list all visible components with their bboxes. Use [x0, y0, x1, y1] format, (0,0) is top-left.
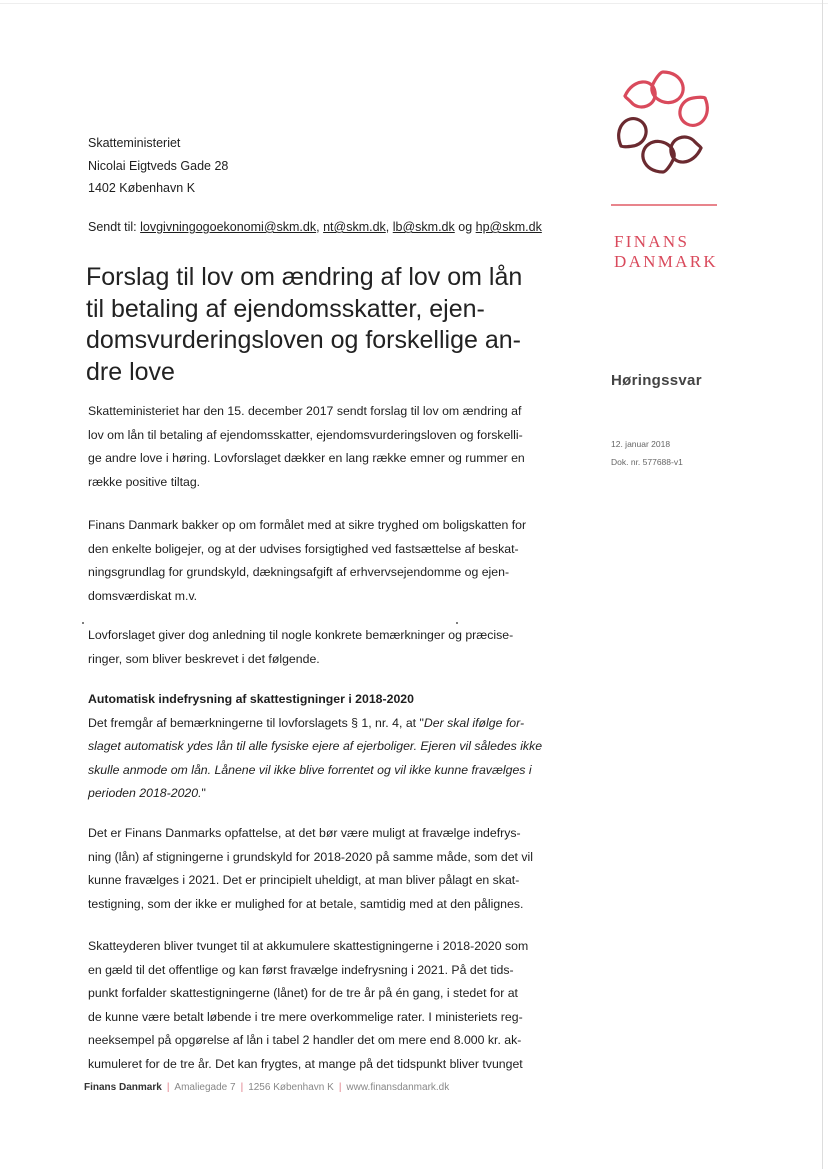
page-footer: [84, 1082, 449, 1093]
body-line: en gæld til det offentlige og kan først fravælge indefrysning i 2021. På det tids-: [88, 962, 514, 977]
body-line: Det er Finans Danmarks opfattelse, at det bør være muligt at fravælge indefrys-: [88, 826, 521, 840]
brand-divider: [611, 204, 717, 206]
email-link-3[interactable]: lb@skm.dk: [392, 220, 455, 234]
body-line: punkt forfalder skattestigningerne (lånet) for de tre år på én gang, i stedet for at: [88, 986, 518, 1000]
body-line: slaget automatisk ydes lån til alle fysiske ejere af ejerboliger. Ejeren vil således ikke: [88, 739, 543, 753]
document-date: 12. januar 2018: [611, 439, 671, 449]
sent-to-line: [88, 220, 542, 234]
paragraph-taxpayer: [88, 935, 568, 1076]
section-automatic-freeze: [88, 688, 568, 806]
title-line: domsvurderingsloven og forskellige an-: [86, 326, 521, 354]
body-line: Skatteyderen bliver tvunget til at akkumulere skattestigningerne i 2018-2020 som: [88, 939, 529, 953]
paragraph-intro: [88, 400, 568, 494]
brand-line-2: DANMARK: [614, 252, 718, 271]
brand-wordmark: [614, 232, 718, 272]
body-line: ge andre love i høring. Lovforslaget dækker en lang række emner og rummer en: [88, 451, 525, 465]
body-line: testigning, som der ikke er mulighed for at betale, samtidig med at den pålignes.: [88, 896, 524, 911]
footer-org: Finans Danmark: [84, 1082, 162, 1093]
scan-speck: [82, 622, 84, 624]
body-line: ning (lån) af stigningerne i grundskyld for 2018-2020 på samme måde, som det vil: [88, 849, 533, 864]
body-line: ningsgrundlag for grundskyld, dækningsafgift af erhvervsejendomme og ejen-: [88, 565, 510, 579]
footer-web[interactable]: www.finansdanmark.dk: [346, 1082, 450, 1093]
document-meta: [611, 435, 683, 471]
page-top-edge: [0, 3, 828, 4]
sent-to-comma-2: ,: [385, 220, 390, 234]
sent-to-label: Sendt til:: [88, 220, 137, 234]
email-link-1[interactable]: lovgivningogoekonomi@skm.dk: [140, 220, 317, 234]
document-title: [86, 262, 556, 388]
footer-separator: |: [166, 1082, 170, 1093]
email-link-4[interactable]: hp@skm.dk: [475, 220, 542, 234]
body-line: perioden 2018-2020.": [88, 786, 206, 800]
body-line: den enkelte boligejer, og at der udvises forsigtighed ved fastsættelse af beskat-: [88, 541, 519, 556]
finans-danmark-logo-icon: [607, 66, 719, 178]
body-line: Finans Danmark bakker op om formålet med at sikre tryghed om boligskatten for: [88, 518, 527, 532]
page-right-edge: [822, 0, 823, 1169]
recipient-name: Skatteministeriet: [88, 136, 181, 150]
document-number: Dok. nr. 577688-v1: [611, 457, 683, 467]
body-line: domsværdiskat m.v.: [88, 588, 198, 603]
title-line: dre love: [86, 357, 175, 386]
body-line: neeksempel på opgørelse af lån i tabel 2 handler det om mere end 8.000 kr. ak-: [88, 1033, 522, 1047]
footer-postal: 1256 København K: [248, 1082, 334, 1093]
body-line: Det fremgår af bemærkningerne til lovforslagets § 1, nr. 4, at "Der skal ifølge for-: [88, 715, 525, 730]
recipient-city: 1402 København K: [88, 181, 196, 195]
section-heading: Automatisk indefrysning af skattestigninger i 2018-2020: [88, 692, 414, 706]
body-line: Lovforslaget giver dog anledning til nogle konkrete bemærkninger og præcise-: [88, 628, 514, 642]
paragraph-support: [88, 514, 568, 608]
body-line: ringer, som bliver beskrevet i det følgende.: [88, 651, 320, 666]
sent-to-and: og: [458, 220, 473, 234]
recipient-address: [88, 132, 228, 200]
footer-separator: |: [240, 1082, 244, 1093]
title-line: Forslag til lov om ændring af lov om lån: [86, 263, 523, 291]
body-line: række positive tiltag.: [88, 474, 201, 489]
email-link-2[interactable]: nt@skm.dk: [323, 220, 386, 234]
body-line: skulle anmode om lån. Lånene vil ikke blive forrentet og vil ikke kunne fravælges i: [88, 762, 532, 777]
sent-to-comma-1: ,: [316, 220, 320, 234]
title-line: til betaling af ejendomsskatter, ejen-: [86, 294, 485, 323]
paragraph-opinion: [88, 822, 568, 916]
body-line: kunne fravælges i 2021. Det er principielt uheldigt, at man bliver pålagt en skat-: [88, 873, 520, 887]
footer-address: Amaliegade 7: [174, 1082, 236, 1093]
footer-separator: |: [338, 1082, 342, 1093]
body-line: Skatteministeriet har den 15. december 2017 sendt forslag til lov om ændring af: [88, 404, 522, 418]
body-line: lov om lån til betaling af ejendomsskatter, ejendomsvurderingsloven og forskelli-: [88, 427, 523, 442]
body-line: kumuleret for de tre år. Det kan frygtes, at mange på det tidspunkt bliver tvunget: [88, 1056, 523, 1071]
recipient-street: Nicolai Eigtveds Gade 28: [88, 158, 229, 173]
body-line: de kunne være betalt løbende i tre mere overkommelige rater. I ministeriets reg-: [88, 1009, 523, 1024]
paragraph-remarks: [88, 624, 568, 671]
brand-line-1: FINANS: [614, 232, 690, 251]
document-type: Høringssvar: [611, 372, 702, 389]
